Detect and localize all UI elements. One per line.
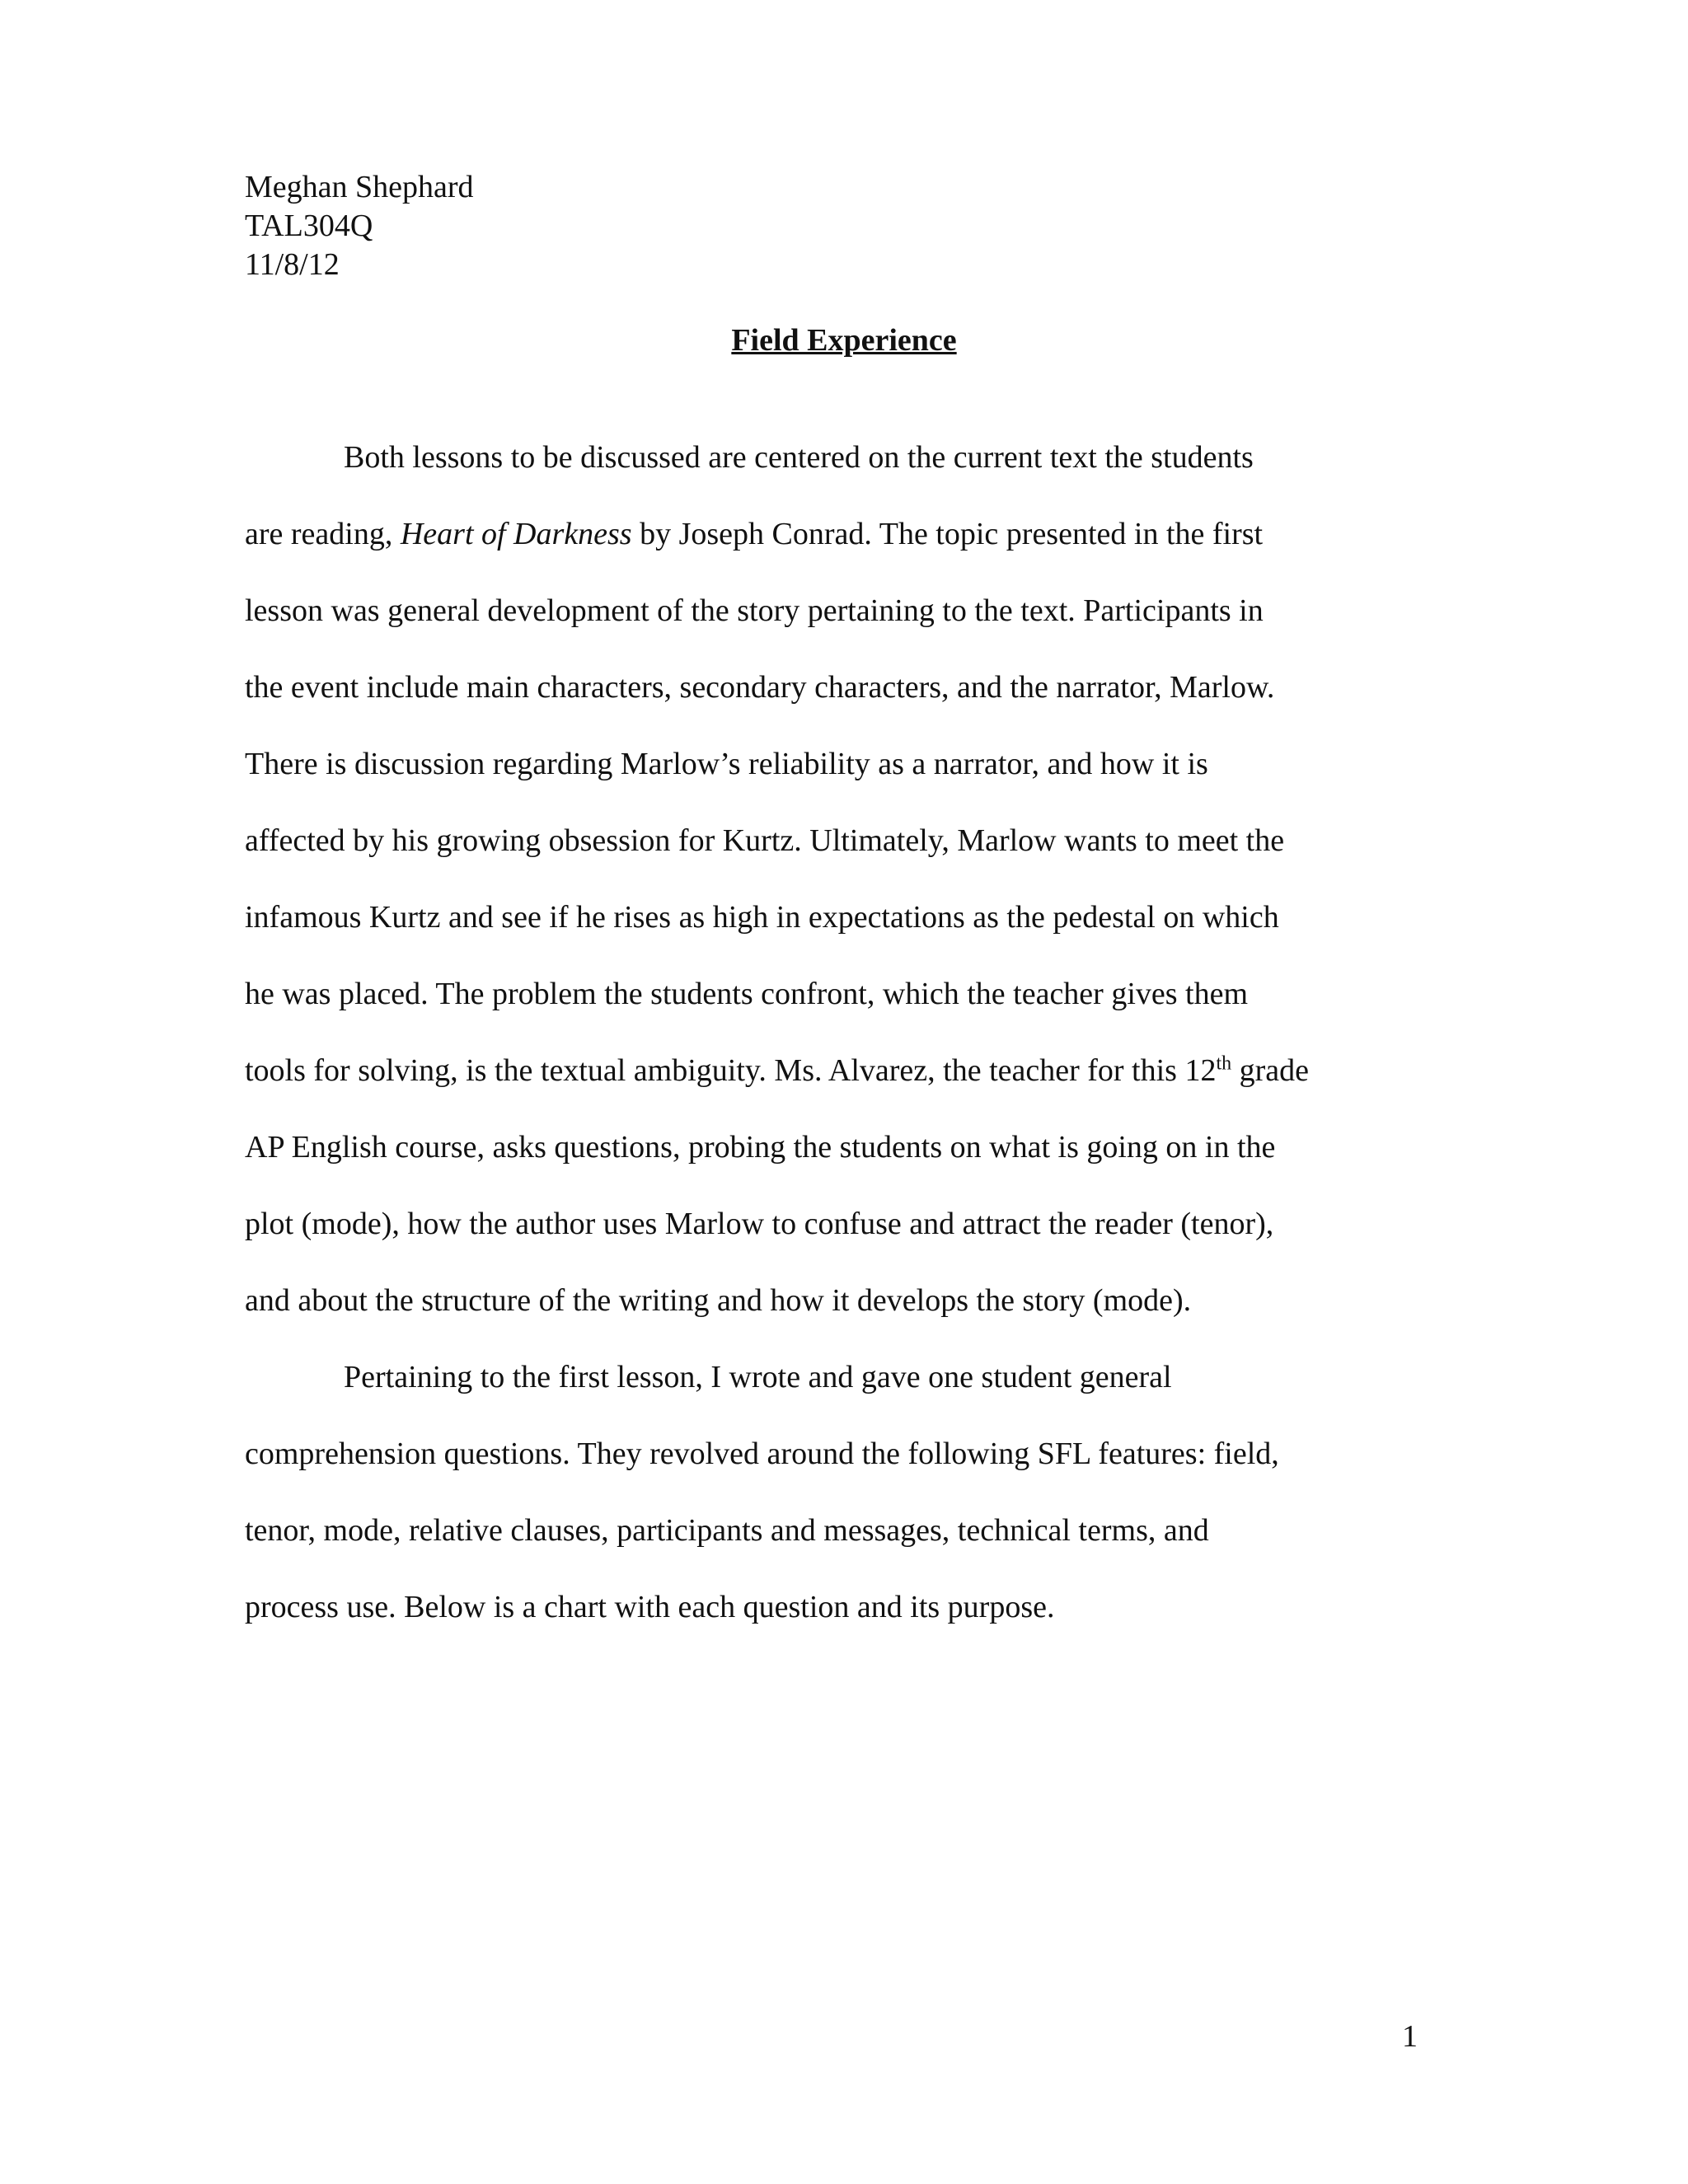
book-title: Heart of Darkness (400, 517, 632, 551)
paragraph-1-line-2 (245, 515, 1263, 554)
course-code: TAL304Q (245, 209, 373, 243)
author-name: Meghan Shephard (245, 170, 474, 204)
paragraph-1-line-2-end: by Joseph Conrad. The topic presented in the first (631, 517, 1264, 551)
paragraph-2-line-2: comprehension questions. They revolved around the following SFL features: field, (245, 1436, 1279, 1471)
paragraph-2-line-3: tenor, mode, relative clauses, participants and messages, technical terms, and (245, 1513, 1209, 1548)
paragraph-1-line-2-start: are reading, (245, 517, 401, 551)
paragraph-1-line-3: lesson was general development of the story pertaining to the text. Participants in (245, 593, 1264, 628)
page-number: 1 (1402, 2019, 1418, 2054)
paragraph-1-line-4: the event include main characters, secondary characters, and the narrator, Marlow. (245, 670, 1275, 705)
paragraph-2-line-1: Pertaining to the first lesson, I wrote and gave one student general (344, 1360, 1172, 1394)
paragraph-1-line-8: he was placed. The problem the students confront, which the teacher gives them (245, 977, 1249, 1011)
paragraph-1-line-1: Both lessons to be discussed are centered on the current text the students (344, 440, 1254, 475)
paragraph-2-line-4: process use. Below is a chart with each question and its purpose. (245, 1590, 1055, 1624)
paragraph-1-line-9-start: tools for solving, is the textual ambiguity. Ms. Alvarez, the teacher for this 12 (245, 1053, 1217, 1088)
paragraph-1-line-10: AP English course, asks questions, probing the students on what is going on in the (245, 1130, 1276, 1165)
paragraph-1-line-11: plot (mode), how the author uses Marlow to confuse and attract the reader (tenor), (245, 1207, 1274, 1241)
document-title-text: Field Experience (731, 323, 957, 358)
paragraph-1-line-7: infamous Kurtz and see if he rises as high in expectations as the pedestal on which (245, 900, 1279, 935)
paragraph-1-line-9-end: grade (1231, 1053, 1310, 1088)
ordinal-suffix: th (1216, 1052, 1232, 1075)
paragraph-1-line-12: and about the structure of the writing and how it develops the story (mode). (245, 1283, 1192, 1318)
document-date: 11/8/12 (245, 247, 340, 282)
paragraph-1-line-5: There is discussion regarding Marlow’s reliability as a narrator, and how it is (245, 747, 1208, 781)
paragraph-1-line-9 (245, 1052, 1309, 1090)
header-block (245, 168, 474, 284)
document-title (0, 321, 1688, 360)
paragraph-1-line-6: affected by his growing obsession for Kurtz. Ultimately, Marlow wants to meet the (245, 823, 1285, 858)
